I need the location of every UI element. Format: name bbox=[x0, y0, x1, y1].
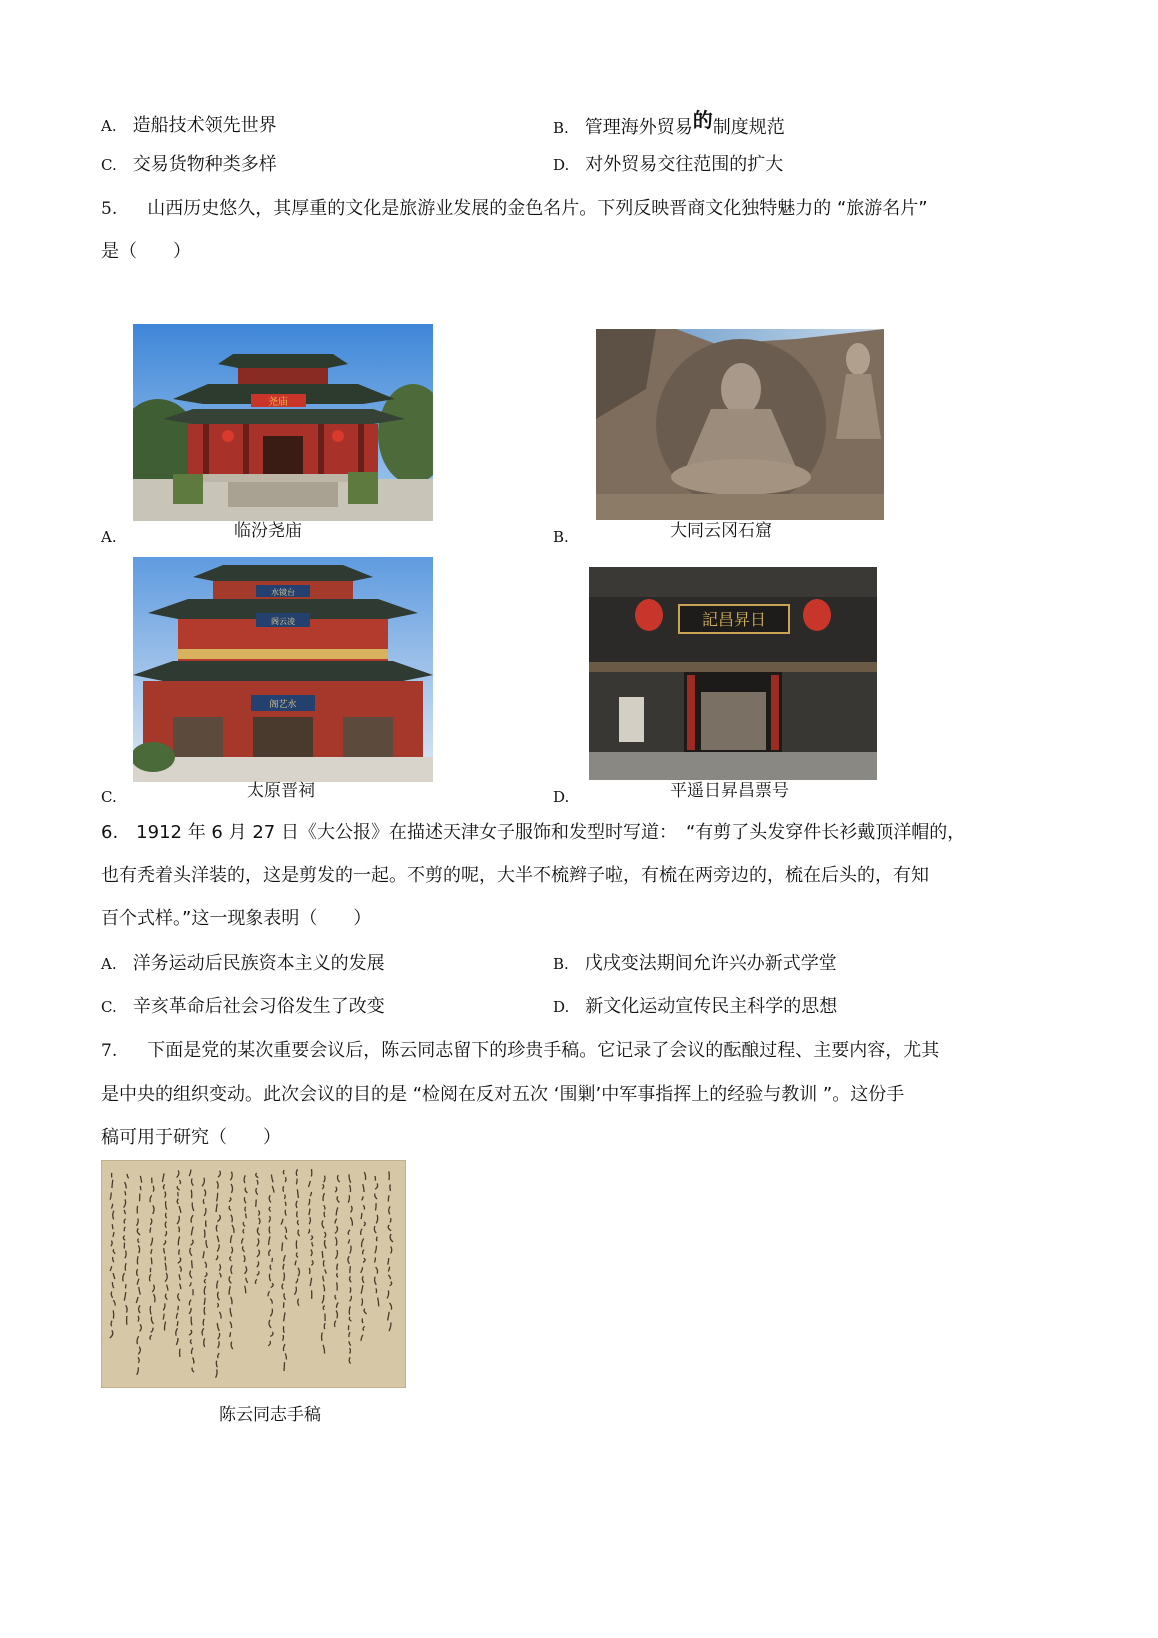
option-text: 造船技术领先世界 bbox=[132, 115, 277, 136]
handwriting-stroke bbox=[337, 1282, 338, 1290]
handwriting-stroke bbox=[376, 1288, 377, 1293]
handwriting-stroke bbox=[204, 1230, 205, 1238]
handwriting-stroke bbox=[179, 1249, 180, 1254]
handwriting-stroke bbox=[390, 1184, 391, 1190]
handwriting-stroke bbox=[375, 1203, 376, 1210]
option-text: 戊戌变法期间允许兴办新式学堂 bbox=[584, 953, 837, 974]
handwriting-stroke bbox=[296, 1179, 297, 1185]
handwriting-stroke bbox=[112, 1224, 113, 1229]
image-plaque-text: 記昌昇日 bbox=[701, 610, 767, 629]
q6-option-d bbox=[553, 995, 837, 1019]
handwriting-stroke bbox=[191, 1317, 192, 1326]
option-text: 洋务运动后民族资本主义的发展 bbox=[132, 953, 385, 974]
q5-option-a-letter: A. bbox=[101, 528, 117, 546]
q5-option-b-caption: 大同云冈石窟 bbox=[670, 521, 772, 541]
option-letter: D. bbox=[553, 998, 570, 1016]
image-yungang-grottoes bbox=[596, 329, 884, 520]
question-text: 下面是党的某次重要会议后，陈云同志留下的珍贵手稿。它记录了会议的酝酿过程、主要内容，尤其 bbox=[147, 1040, 940, 1061]
handwriting-stroke bbox=[151, 1257, 152, 1264]
image-rishengchang bbox=[589, 567, 877, 780]
q7-stem-line2: 是中央的组织变动。此次会议的目的是 “检阅在反对五次 ‘围剿’中军事指挥上的经验与教训 ”。这份手 bbox=[101, 1084, 905, 1105]
handwriting-stroke bbox=[256, 1199, 257, 1206]
option-text: 辛亥革命后社会习俗发生了改变 bbox=[132, 996, 385, 1017]
handwriting-stroke bbox=[191, 1190, 192, 1198]
q4-option-d bbox=[553, 153, 783, 177]
q6-option-a bbox=[101, 952, 385, 976]
q5-option-b-letter: B. bbox=[553, 528, 569, 546]
q5-option-d-letter: D. bbox=[553, 788, 570, 806]
option-letter: C. bbox=[101, 156, 117, 174]
q5-option-d-caption: 平遥日昇昌票号 bbox=[670, 781, 789, 801]
handwriting-stroke bbox=[272, 1258, 273, 1262]
image-jinci bbox=[133, 557, 433, 782]
q7-stem-line3: 稿可用于研究（ ） bbox=[101, 1127, 281, 1148]
handwriting-stroke bbox=[138, 1316, 139, 1322]
image-plaque-low: 阁艺水 bbox=[269, 700, 297, 710]
handwriting-stroke bbox=[388, 1195, 389, 1201]
option-text: 交易货物种类多样 bbox=[132, 154, 277, 175]
handwriting-stroke bbox=[284, 1362, 285, 1371]
image-yao-temple bbox=[133, 324, 433, 521]
q6-stem-line1: 6. 1912 年 6 月 27 日《大公报》在描述天津女子服饰和发型时写道： “有剪了头发穿件长衫戴顶洋帽的， bbox=[101, 822, 966, 843]
handwriting-stroke bbox=[285, 1202, 286, 1206]
q6-stem-line2: 也有秃着头洋装的，这是剪发的一起。不剪的呢，大半不梳辫子啦，有梳在两旁边的，梳在后头的，有知 bbox=[101, 865, 929, 886]
option-letter: A. bbox=[101, 955, 117, 973]
handwriting-stroke bbox=[322, 1332, 323, 1340]
image-plaque-text: 尧庙 bbox=[268, 397, 288, 408]
handwriting-stroke bbox=[112, 1180, 113, 1188]
handwriting-stroke bbox=[140, 1186, 141, 1190]
handwriting-stroke bbox=[297, 1211, 298, 1217]
q5-stem-line1 bbox=[101, 197, 928, 221]
question-text: 山西历史悠久，其厚重的文化是旅游业发展的金色名片。下列反映晋商文化独特魅力的 “旅游名片” bbox=[147, 198, 928, 219]
option-letter: B. bbox=[553, 119, 569, 137]
option-text: 新文化运动宣传民主科学的思想 bbox=[585, 996, 838, 1017]
q4-option-c bbox=[101, 153, 277, 177]
q4-option-a bbox=[101, 114, 277, 138]
option-letter: A. bbox=[101, 117, 117, 135]
q6-option-b bbox=[553, 952, 837, 976]
q7-image-caption: 陈云同志手稿 bbox=[219, 1405, 321, 1425]
q6-stem-line3: 百个式样。”这一现象表明（ ） bbox=[101, 908, 372, 929]
handwriting-stroke bbox=[283, 1186, 284, 1192]
q7-stem-line1 bbox=[101, 1039, 939, 1063]
image-chenyun-manuscript bbox=[101, 1160, 406, 1388]
handwriting-stroke bbox=[282, 1242, 283, 1251]
handwriting-stroke bbox=[137, 1256, 138, 1264]
option-text-pre: 管理海外贸易 bbox=[584, 117, 693, 138]
option-letter: B. bbox=[553, 955, 569, 973]
handwriting-stroke bbox=[150, 1228, 151, 1233]
option-text-post: 制度规范 bbox=[712, 117, 785, 138]
handwriting-stroke bbox=[153, 1186, 154, 1192]
handwriting-stroke bbox=[283, 1326, 284, 1332]
image-plaque-mid: 阁云凌 bbox=[271, 617, 295, 626]
option-letter: D. bbox=[553, 156, 570, 174]
handwriting-stroke bbox=[245, 1213, 246, 1218]
q5-option-c-letter: C. bbox=[101, 788, 117, 806]
q5-option-a-caption: 临汾尧庙 bbox=[234, 521, 302, 541]
handwriting-stroke bbox=[177, 1321, 178, 1326]
option-letter: C. bbox=[101, 998, 117, 1016]
handwriting-stroke bbox=[192, 1260, 193, 1268]
option-text: 对外贸易交往范围的扩大 bbox=[585, 154, 784, 175]
q5-option-c-caption: 太原晋祠 bbox=[247, 781, 315, 801]
handwriting-stroke bbox=[376, 1237, 377, 1242]
image-plaque-top: 水镜台 bbox=[271, 588, 295, 597]
question-number: 5. bbox=[101, 199, 118, 219]
option-text-de: 的 bbox=[692, 108, 713, 132]
q4-option-b bbox=[553, 108, 785, 140]
handwriting-stroke bbox=[309, 1268, 310, 1274]
q6-option-c bbox=[101, 995, 385, 1019]
handwriting-stroke bbox=[362, 1318, 363, 1323]
q5-stem-line2: 是（ ） bbox=[101, 241, 191, 262]
handwriting-stroke bbox=[350, 1266, 351, 1273]
question-number: 7. bbox=[101, 1041, 118, 1061]
